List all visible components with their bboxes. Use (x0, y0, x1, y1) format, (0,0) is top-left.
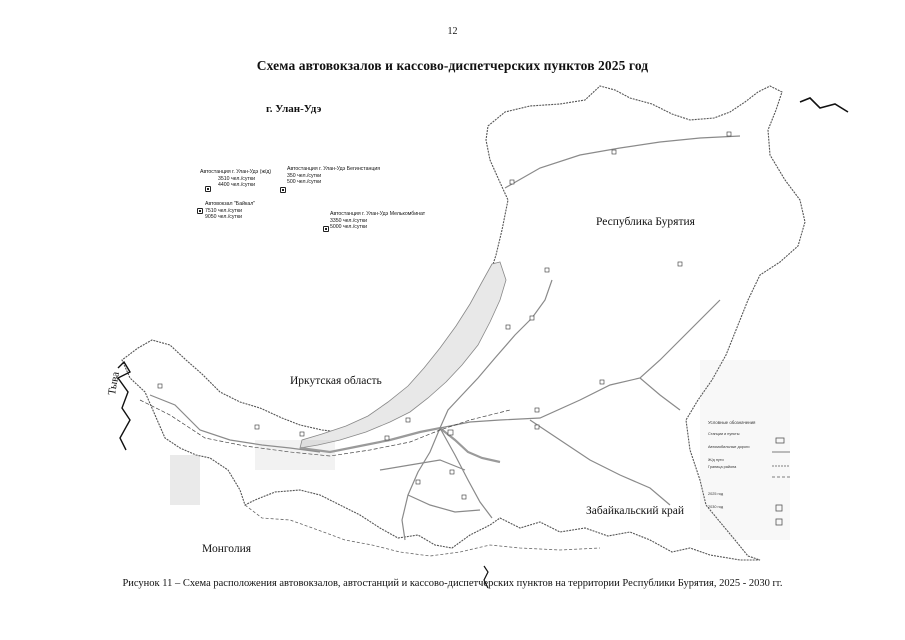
legend-row (708, 443, 800, 450)
station-zhd (200, 169, 271, 189)
station-value: 3350 чел./сутки (330, 217, 368, 224)
legend-title: Условные обозначения (708, 420, 756, 425)
legend-label: Автомобильные дороги (708, 444, 750, 449)
station-value: 350 чел./сутки (287, 172, 322, 179)
station-melkombinat (330, 211, 425, 231)
legend-label: 2030 год (708, 504, 724, 509)
station-value: 500 чел./сутки (287, 179, 322, 186)
figure-caption: Рисунок 11 – Схема расположения автовокзалов, автостанций и кассово-диспетчерских пунктов на территории Республики Бурятия, 2025 - 2030 гг. (122, 578, 783, 589)
region-tyva-label: Тыва (106, 370, 122, 397)
region-zabaikal-label: Забайкальский край (586, 505, 685, 517)
legend-row (708, 430, 800, 437)
terrain-shade (170, 360, 790, 540)
northeast-border-stub (800, 98, 848, 112)
station-name: Автостанция г. Улан-Удэ Мелькомбинат (330, 211, 426, 217)
legend-label: 2025 год (708, 491, 724, 496)
legend-row (708, 456, 800, 463)
mongolia-border (245, 505, 600, 556)
legend-label: Ж/д пути (708, 457, 724, 462)
legend-row (708, 503, 800, 510)
inset-city-label: г. Улан-Удэ (266, 103, 322, 115)
legend-label: Граница района (708, 464, 737, 469)
roads (150, 136, 740, 540)
legend-row (708, 490, 800, 497)
station-value: 7510 чел./сутки (205, 207, 243, 214)
station-name: Автовокзал "Байкал" (205, 201, 256, 207)
map-title: Схема автовокзалов и кассово-диспетчерских пунктов 2025 год (256, 58, 649, 73)
bus-station-icon (323, 226, 329, 232)
station-value: 4400 чел./сутки (218, 182, 256, 189)
station-name: Автостанция г. Улан-Удэ (ж/д) (200, 169, 272, 175)
legend-label: Станции и пункты (708, 431, 740, 436)
region-irkutsk-label: Иркутская область (290, 375, 382, 387)
station-begin (287, 166, 380, 186)
region-mongolia-label: Монголия (202, 543, 252, 555)
station-value: 5000 чел./сутки (330, 224, 368, 231)
map-legend (708, 420, 800, 510)
station-value: 9050 чел./сутки (205, 214, 243, 221)
legend-row (708, 463, 800, 470)
lake-baikal (300, 262, 506, 448)
station-name: Автостанция г. Улан-Удэ Бегинстанция (287, 166, 381, 172)
station-baikal (205, 201, 255, 221)
bus-station-icon (197, 208, 203, 214)
page-number: 12 (447, 26, 458, 37)
station-value: 3510 чел./сутки (218, 175, 256, 182)
region-buryatia-label: Республика Бурятия (596, 216, 695, 228)
bus-station-icon (280, 187, 286, 193)
